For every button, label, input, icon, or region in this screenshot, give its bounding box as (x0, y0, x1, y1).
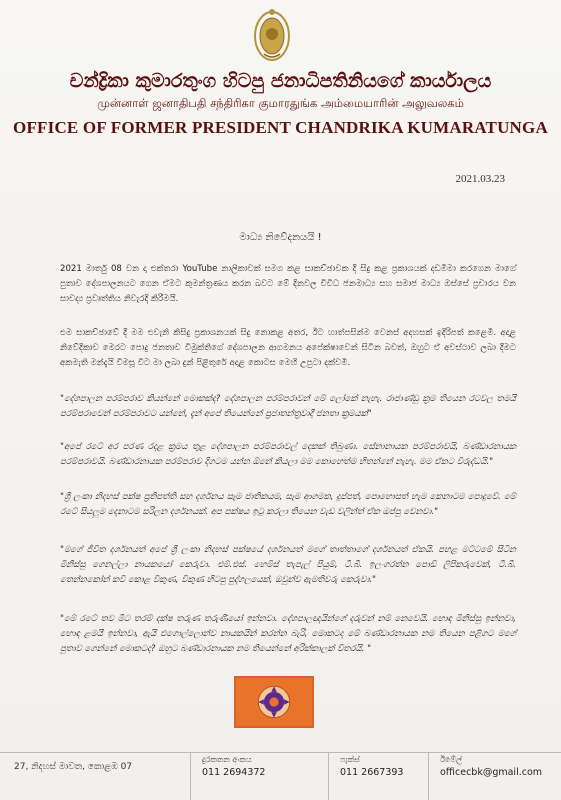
phone-label: දුරකතන අංකය (202, 755, 252, 764)
quote-paragraph: "මගේ ජීවිත දර්ශනයත් අපේ ශ්‍රී ලංකා නිදහස් පක්ෂයේ දර්ශනයත් මගේ තාත්තාගේ දර්ශනයත් ඒකයි. පහළ මට්ටමේ සිටින මිනිස්සු ගෙනල්ලා නායකයෝ කෙරුවා. එම්.එස්. හෙමිස් තැපැල් පියුම්, ටී.බී. ඉලංගරත්න පොඩි ලිපිකරුවෙක්, ටී.බී. තෙන්නකෝන් කවි කොළ විකුණ, විකුණ හිටපු පුද්ගලයෙක්, ඔවුන්ව ඇමතිවරු කෙරුවා." (60, 545, 516, 585)
footer-divider (0, 752, 561, 753)
body-paragraph: 2021 මාර්තු 08 වන දා එක්තරා YouTube නාලිකාවක් සමග කළ සාකච්ඡාවක දී සිදු කළ ප්‍රකාශයක් දඩමීමා කරගෙන මාගේ පුතාව දේශපාලනයට ගෙන ඒමට කුමන්ත්‍රණය කරන බවට මේ දිනවල විවිධ ජනමාධ්‍ය සහ සමාජ මාධ්‍ය ඔස්සේ ප්‍රචාරය වන සාවද්‍ය ප්‍රවෘත්තිය නිවැරදි කිරීමයි. (60, 264, 516, 304)
quote-paragraph: "අපේ රටේ අර පරණ රදළ ක්‍රමය තුළ දේශපාලන පරම්පරාවල් දෙකක් තිබුණා. සේනානායක පරම්පරාවයි, බණ්ඩාරනායක පරම්පරාවයි. බණ්ඩාරනායක පරම්පරාව දිගටම යන්න ඕනේ කියලා මම කොහෙත්ම හිතන්නේ නැහැ. මම ඒකට විරුද්ධයි." (60, 442, 516, 467)
footer-fax (340, 755, 403, 778)
office-title-tamil: முன்னாள் ஜனாதிபதி சந்திரிகா குமாரதுங்க அம்மையாரின் அலுவலகம் (97, 96, 464, 110)
national-emblem-icon (250, 6, 294, 64)
footer-email (440, 755, 542, 778)
quote-paragraph: "ශ්‍රී ලංකා නිදහස් පක්ෂ ප්‍රතිපත්ති සහ දර්ශනය සෑම ජාතිකයම, සෑම ආගමක, දුප්පත්, පොහොසත් හැම කෙනාටම පොදුවේ. මේ රටේ සියලුම දෙනාටම සරිලන දර්ශනයක්. අප පක්ෂය ඉටු කරලා තියෙන වැඩ වලින්ත් ඒක ඔප්පු වෙනවා." (60, 492, 516, 517)
footer-separator (328, 752, 329, 800)
quote-paragraph: "මේ රටේ තව මීට තරම් දක්ෂ තරුණ තරුණියෝ ඉන්නවා. දේශපාලඥයින්ගේ දරුවන් නම් නෙවෙයි. හොඳ මිනිස්සු ඉන්නවා, හොඳ ළමයි ඉන්නවා, ඇයි එගොල්ලොන්ව නායකයින් කරන්න බැරි, මොකටද මේ බණ්ඩාරනායක නම තියෙන පළිගට මගේ පුතාව ගෙන්නේ මොකටද? ඔහුට බණ්ඩාරනායක නම තියෙන්නේ අරික්කාලක් විතරයි. " (60, 614, 516, 654)
body-paragraph: එම සාකච්ඡාවේ දී මම එවැනි කිසිදු ප්‍රකාශනයක් සිදු නොකළ අතර, ඊට හාත්පසින්ම වෙනස් අදහසක් ඉදිරිපත් කළෙමි. අදාළ නිවේදිකාව මෙරට පොදු ජනතාව විමුක්තිගේ දේශපාලන ආගමනය අපේක්ෂාවෙන් සිටින බවත්, ඔහුට ඒ අවස්ථාව ලබා දීමට අකමැති මන්දැයි විමසූ විට මා ලබා දුන් පිළිතුරේ අදාළ කොටස මෙහි උපුටා දක්වමි. (60, 328, 516, 368)
party-logo-icon (234, 676, 314, 728)
office-title-sinhala: චන්ද්‍රිකා කුමාරතුංග හිටපු ජනාධිපතිනියගේ කාර්යාලය (69, 70, 492, 92)
footer-phone (202, 755, 265, 778)
media-release-heading: මාධ්‍ය නිවේදනයයි ! (239, 232, 322, 243)
quote-paragraph: "දේශපාලන පරම්පරාව කියන්නේ මොකක්ද? දේශපාලන පරම්පරාවන් මේ ලෝකේ නැහැ. රාජාණ්ඩු ක්‍රම තියෙන රටවල තමයි පරම්පරාවෙන් පරම්පරාවට යන්නේ, දැන් අපේ තියෙන්නේ ප්‍රජාතන්ත්‍රවාදී ජනතා ක්‍රමයක්" (60, 394, 516, 419)
footer-separator (190, 752, 191, 800)
fax-label: ෆැක්ස් (340, 755, 360, 764)
phone-number: 011 2694372 (202, 767, 266, 778)
email-address[interactable]: officecbk@gmail.com (440, 767, 543, 778)
office-title-english: OFFICE OF FORMER PRESIDENT CHANDRIKA KUMARATUNGA (13, 118, 548, 137)
letter-date: 2021.03.23 (455, 173, 505, 185)
email-label: ඊමේල් (440, 755, 463, 764)
footer-address: 27, නිදහස් මාවත, කොළඹ 07 (14, 762, 133, 772)
fax-number: 011 2667393 (340, 767, 404, 778)
footer-separator (428, 752, 429, 800)
